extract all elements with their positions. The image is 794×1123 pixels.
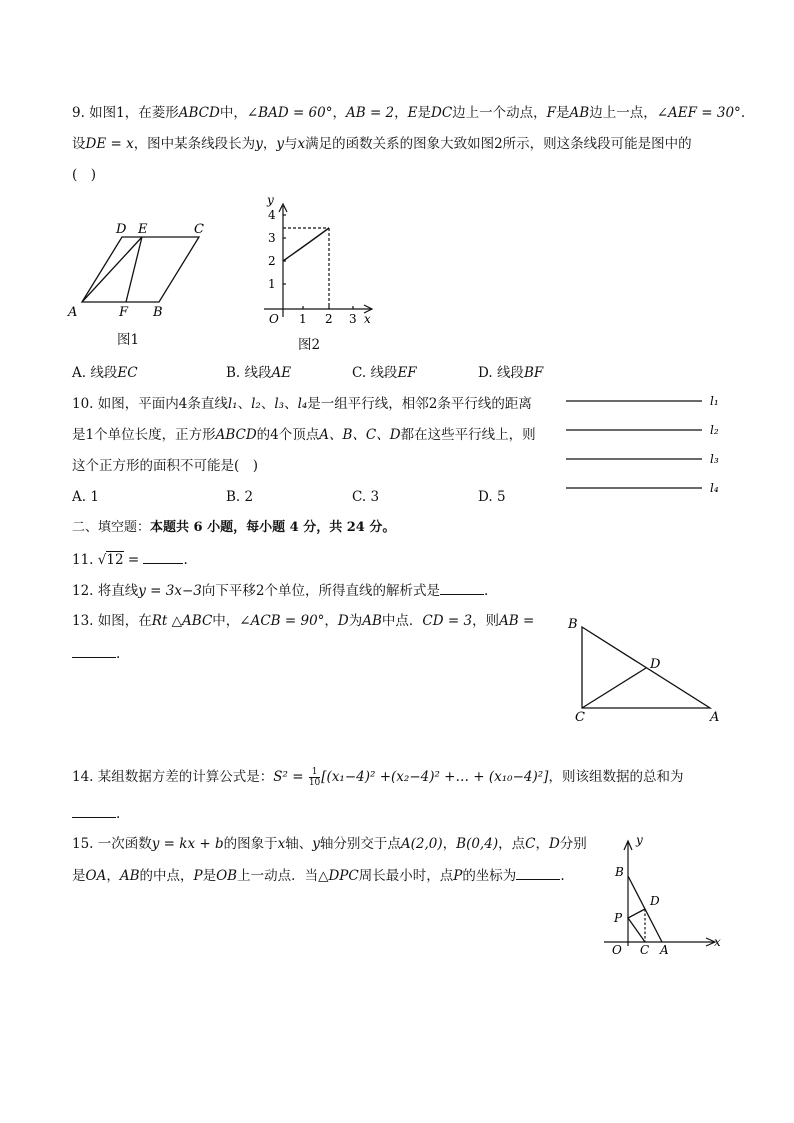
fig15-label-x: x: [714, 935, 721, 949]
q9-paren: ( ): [72, 167, 97, 183]
q13-figure: [562, 612, 732, 727]
fig1-label-e: E: [138, 222, 148, 237]
segment-ef: [126, 237, 142, 302]
fig2-ytick-4: 4: [268, 208, 276, 222]
q10-figure: [560, 390, 730, 500]
fig2-label-x: x: [364, 312, 371, 326]
segment-cd: [582, 668, 646, 708]
fig1-label-b: B: [153, 305, 163, 320]
q14-line1: 14. 某组数据方差的计算公式是：S² = $\frac{1}{10}$ [(x₁−4)² +(x₂−4)² +… + (x₁₀−4)²]，则该组数据的总和为: [72, 767, 684, 788]
q13-answer-blank[interactable]: [72, 643, 116, 658]
q9-line1: 9. 如图1，在菱形ABCD中，∠BAD = 60°，AB = 2，E是DC边上一个动点，F是AB边上一点，∠AEF = 30°.: [72, 105, 746, 121]
segment-ae: [82, 237, 142, 302]
q15-line1: 15. 一次函数y = kx + b的图象于x轴、y轴分别交于点A(2,0)，B(0,4)，点C，D分别: [72, 836, 587, 852]
q10-option-b[interactable]: B. 2: [226, 489, 254, 505]
q11-answer-blank[interactable]: [143, 549, 183, 564]
fig15-label-d: D: [650, 894, 660, 908]
q15-line2: 是OA，AB的中点，P是OB上一动点．当△DPC周长最小时，点P的坐标为 .: [72, 865, 565, 886]
fig15-label-p: P: [614, 911, 623, 925]
q10-option-d[interactable]: D. 5: [478, 489, 506, 505]
fig1-label-c: C: [194, 222, 204, 237]
q10-line1: 10. 如图，平面内4条直线l₁、l₂、l₃、l₄是一组平行线，相邻2条平行线的距离: [72, 396, 532, 412]
fig15-label-o: O: [612, 943, 622, 957]
q13-line1: 13. 如图，在Rt △ABC中，∠ACB = 90°，D为AB中点．CD = 3，则AB =: [72, 613, 535, 629]
fig1-caption: 图1: [117, 332, 140, 348]
fig2-caption: 图2: [298, 337, 321, 353]
q9-option-b[interactable]: B. 线段AE: [226, 365, 292, 381]
q9-option-d[interactable]: D. 线段BF: [478, 365, 544, 381]
path-d-p-c: [628, 909, 645, 942]
section2-heading: 二、填空题：本题共 6 小题，每小题 4 分，共 24 分。: [72, 520, 396, 535]
label-l3: l₃: [710, 452, 719, 466]
fig2-label-y: y: [267, 193, 274, 207]
fig15-label-b: B: [615, 865, 624, 879]
fig13-label-a: A: [710, 710, 720, 725]
fig2-xtick-3: 3: [349, 312, 357, 326]
q11: 11. √12 = .: [72, 549, 188, 570]
label-l2: l₂: [710, 423, 719, 437]
rhombus-abcd: [82, 237, 199, 302]
fig13-label-c: C: [575, 710, 585, 725]
fig2-ytick-3: 3: [268, 231, 276, 245]
q15-figure: [598, 832, 728, 962]
q14-line2: .: [72, 803, 120, 824]
fig13-label-b: B: [568, 617, 578, 632]
label-l4: l₄: [710, 481, 719, 495]
q9-option-c[interactable]: C. 线段EF: [352, 365, 417, 381]
fig1-label-d: D: [116, 222, 127, 237]
fig15-label-c: C: [640, 943, 650, 957]
q9-figure2: [258, 192, 378, 332]
q15-answer-blank[interactable]: [516, 865, 560, 880]
label-l1: l₁: [710, 394, 719, 408]
fig13-label-d: D: [650, 657, 661, 672]
q14-answer-blank[interactable]: [72, 803, 116, 818]
fig15-label-y: y: [636, 833, 643, 847]
fig1-label-a: A: [68, 305, 78, 320]
fig2-ytick-1: 1: [268, 277, 276, 291]
q12-answer-blank[interactable]: [440, 580, 484, 595]
fig2-xtick-1: 1: [299, 312, 307, 326]
fig2-ytick-2: 2: [268, 254, 276, 268]
q13-line2: .: [72, 643, 120, 664]
q12: 12. 将直线y = 3x−3向下平移2个单位，所得直线的解析式是 .: [72, 580, 488, 601]
fig1-label-f: F: [119, 305, 129, 320]
q10-line2: 是1个单位长度，正方形ABCD的4个顶点A、B、C、D都在这些平行线上，则: [72, 427, 536, 443]
sqrt-symbol: √: [97, 552, 107, 568]
q10-line3: 这个正方形的面积不可能是( ): [72, 458, 259, 474]
q9-option-a[interactable]: A. 线段EC: [72, 365, 138, 381]
fig15-label-a: A: [660, 943, 669, 957]
fig2-xtick-2: 2: [325, 312, 333, 326]
q9-line2: 设DE = x，图中某条线段长为y，y与x满足的函数关系的图象大致如图2所示，则这条线段可能是图中的: [72, 136, 692, 152]
q9-figure1: [62, 215, 222, 330]
fraction: $\frac{1}{10}$: [308, 767, 321, 788]
fig2-label-o: O: [269, 312, 279, 326]
q10-option-c[interactable]: C. 3: [352, 489, 380, 505]
graph-curve: [283, 228, 329, 261]
q10-option-a[interactable]: A. 1: [72, 489, 99, 505]
